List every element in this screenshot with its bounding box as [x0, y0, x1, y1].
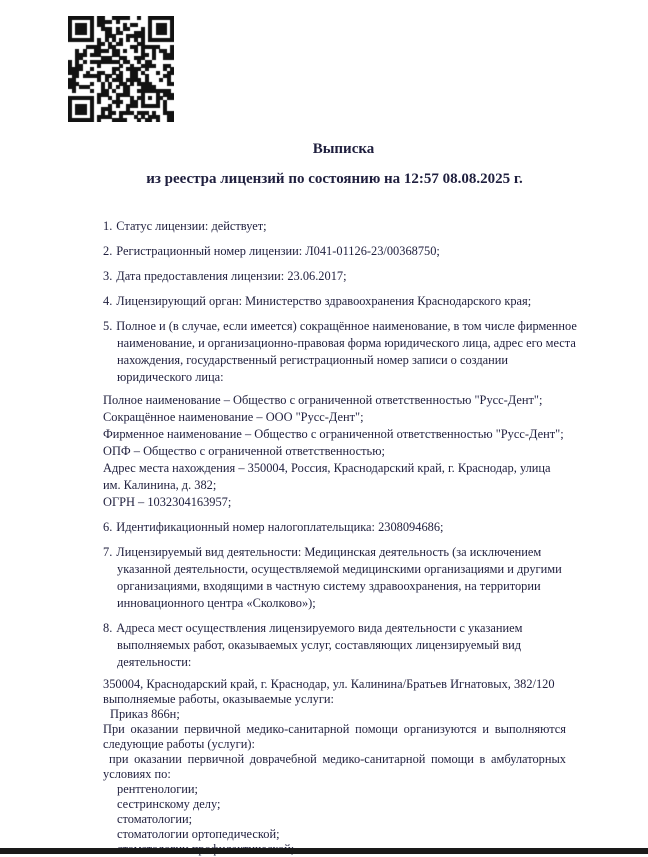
org-naming-clause-line2: наименование, и организационно-правовая форма юридического лица, адрес его места	[117, 336, 576, 350]
item-number: 5.	[103, 319, 113, 333]
license-grant-date-line	[103, 268, 566, 285]
item-number: 2.	[103, 244, 113, 258]
site-address: 350004, Краснодарский край, г. Краснодар, ул. Калинина/Братьев Игнатовых, 382/120	[103, 677, 555, 691]
site-works-intro: выполняемые работы, оказываемые услуги:	[103, 692, 335, 706]
org-naming-clause-line1	[103, 318, 577, 335]
service-rentgenology: рентгенологии;	[117, 782, 198, 796]
item-number: 4.	[103, 294, 113, 308]
item-text: Статус лицензии: действует;	[116, 219, 267, 233]
item-text: Регистрационный номер лицензии: Л041-01126-23/00368750;	[116, 244, 440, 258]
item-text: Дата предоставления лицензии: 23.06.2017;	[116, 269, 347, 283]
item-text: Лицензирующий орган: Министерство здравоохранения Краснодарского края;	[116, 294, 532, 308]
item-number: 3.	[103, 269, 113, 283]
item-number: 8.	[103, 621, 113, 635]
primary-care-para-line2: следующие работы (услуги):	[103, 737, 255, 751]
pre-medical-care-para-line2: условиях по:	[103, 767, 171, 781]
item-text: Адреса мест осуществления лицензируемого вида деятельности с указанием	[116, 621, 523, 635]
licensed-activity-line3: организациями, входящими в частную систему здравоохранения, на территории	[117, 579, 541, 593]
licensing-authority-line	[103, 293, 566, 310]
activity-addresses-line1	[103, 620, 566, 637]
primary-care-para-line1: При оказании первичной медико-санитарной помощи организуются и выполняются	[103, 722, 566, 736]
qr-code	[68, 16, 174, 122]
org-ogrn: ОГРН – 1032304163957;	[103, 495, 232, 509]
service-stomatology-orthopedic: стоматологии ортопедической;	[117, 827, 280, 841]
license-reg-number	[103, 243, 566, 260]
site-works-block	[103, 677, 566, 857]
licensing-authority	[103, 293, 566, 310]
licensed-activity-line1	[103, 544, 566, 561]
taxpayer-inn	[103, 519, 566, 536]
activity-addresses-line3: деятельности:	[117, 655, 192, 669]
org-brand-name: Фирменное наименование – Общество с ограниченной ответственностью "Русс-Дент";	[103, 427, 564, 441]
license-status-line	[103, 218, 566, 235]
service-stomatology: стоматологии;	[117, 812, 193, 826]
pre-medical-care-para-line1: при оказании первичной доврачебной медико-санитарной помощи в амбулаторных	[109, 752, 566, 766]
org-details-block	[103, 392, 566, 511]
item-text: Идентификационный номер налогоплательщика: 2308094686;	[116, 520, 444, 534]
license-reg-number-line	[103, 243, 566, 260]
org-naming-clause-line4: юридического лица:	[117, 370, 224, 384]
document-subtitle: из реестра лицензий по состоянию на 12:57 08.08.2025 г.	[146, 171, 523, 187]
item-text: Полное и (в случае, если имеется) сокращённое наименование, в том числе фирменное	[116, 319, 577, 333]
org-naming-clause	[103, 318, 577, 386]
org-full-name: Полное наименование – Общество с ограниченной ответственностью "Русс-Дент";	[103, 393, 543, 407]
taxpayer-inn-line	[103, 519, 566, 536]
activity-addresses-clause	[103, 620, 566, 671]
license-grant-date	[103, 268, 566, 285]
org-address-line2: им. Калинина, д. 382;	[103, 478, 217, 492]
order-866n: Приказ 866н;	[110, 707, 180, 721]
item-text: Лицензируемый вид деятельности: Медицинская деятельность (за исключением	[116, 545, 542, 559]
org-address-line1: Адрес места нахождения – 350004, Россия, Краснодарский край, г. Краснодар, улица	[103, 461, 551, 475]
org-short-name: Сокращённое наименование – ООО "Русс-Дент";	[103, 410, 364, 424]
document-title: Выписка	[312, 141, 375, 157]
service-nursing: сестринскому делу;	[117, 797, 221, 811]
activity-addresses-line2: выполняемых работ, оказываемых услуг, составляющих лицензируемый вид	[117, 638, 522, 652]
licensed-activity	[103, 544, 566, 612]
licensed-activity-line2: указанной деятельности, осуществляемой медицинскими организациями и другими	[117, 562, 562, 576]
license-status	[103, 218, 566, 235]
licensed-activity-line4: инновационного центра «Сколково»);	[117, 596, 316, 610]
item-number: 6.	[103, 520, 113, 534]
item-number: 7.	[103, 545, 113, 559]
org-legal-form: ОПФ – Общество с ограниченной ответственностью;	[103, 444, 385, 458]
page-bottom-edge	[0, 848, 648, 854]
document-body	[103, 140, 577, 857]
org-naming-clause-line3: нахождения, государственный регистрационный номер записи о создании	[117, 353, 509, 367]
item-number: 1.	[103, 219, 113, 233]
